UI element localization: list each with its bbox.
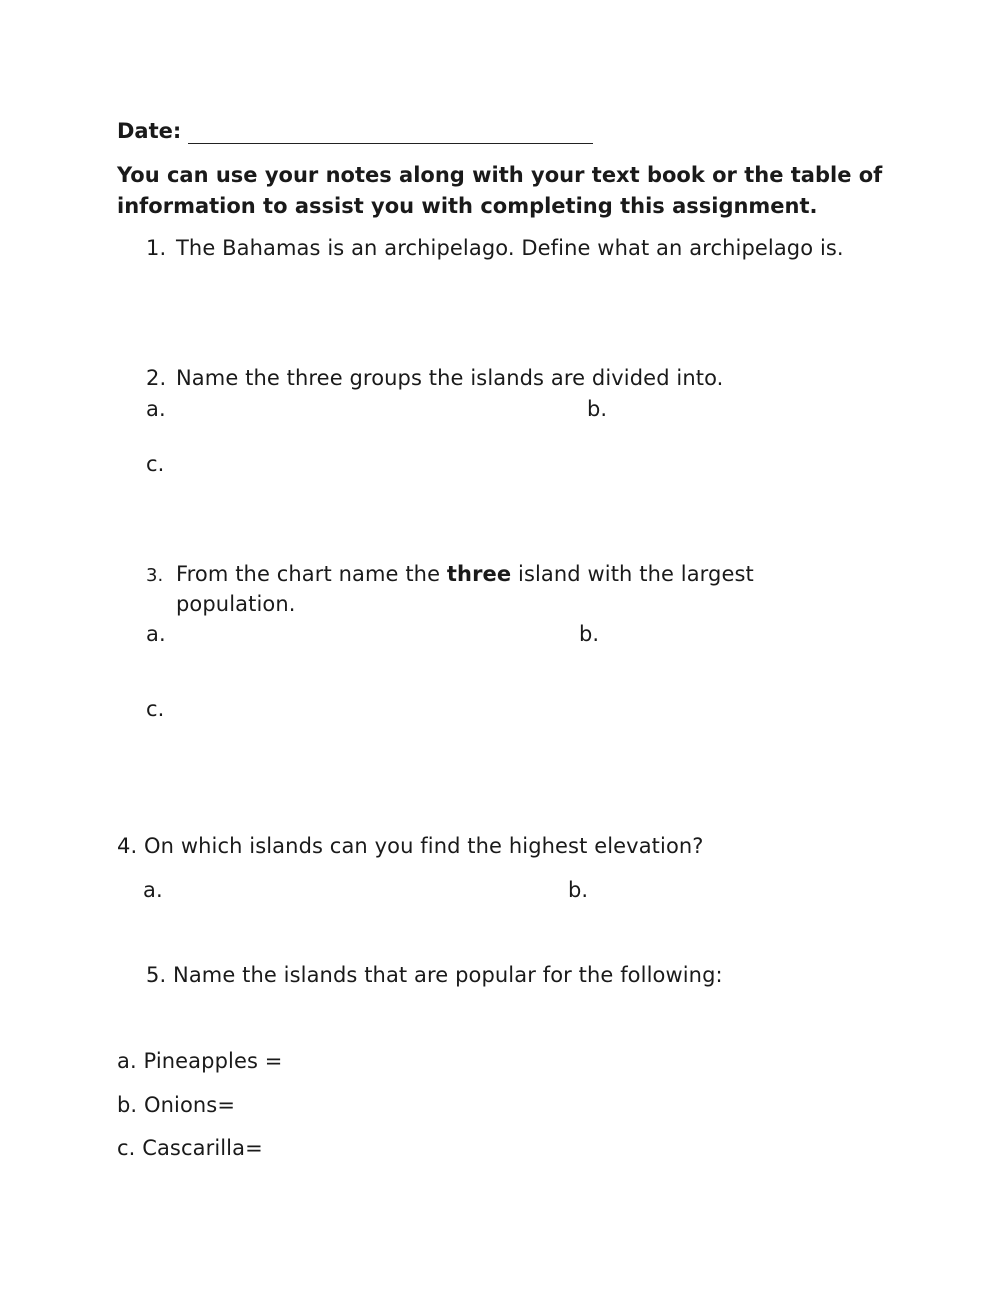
question-2-option-b: b. [587, 397, 608, 421]
date-answer-line[interactable] [188, 143, 593, 144]
question-5-text: 5. Name the islands that are popular for the following: [146, 963, 723, 987]
question-3-text [176, 562, 754, 586]
question-5-item-b: b. Onions= [117, 1093, 236, 1117]
question-3-option-b: b. [579, 622, 600, 646]
question-4-option-b: b. [568, 878, 589, 902]
date-label: Date: [117, 119, 182, 143]
question-4-text: 4. On which islands can you find the highest elevation? [117, 834, 704, 858]
question-2-text: Name the three groups the islands are divided into. [176, 366, 724, 390]
question-2-option-a: a. [146, 397, 166, 421]
question-3-option-a: a. [146, 622, 166, 646]
question-1-number: 1. [146, 236, 167, 260]
question-5-item-c: c. Cascarilla= [117, 1136, 263, 1160]
question-3-option-c: c. [146, 697, 165, 721]
question-2-option-c: c. [146, 452, 165, 476]
question-3-text-bold: three [446, 562, 512, 586]
question-1-text: The Bahamas is an archipelago. Define what an archipelago is. [176, 236, 844, 260]
question-3-text-before: From the chart name the [176, 562, 447, 586]
question-5-item-a: a. Pineapples = [117, 1049, 283, 1073]
question-3-number: 3. [146, 565, 164, 586]
question-2-number: 2. [146, 366, 167, 390]
question-3-text-line-2: population. [176, 592, 296, 616]
question-3-text-after: island with the largest [511, 562, 754, 586]
instructions-line-2: information to assist you with completing this assignment. [117, 194, 818, 218]
instructions-line-1: You can use your notes along with your text book or the table of [117, 163, 883, 187]
question-4-option-a: a. [143, 878, 163, 902]
